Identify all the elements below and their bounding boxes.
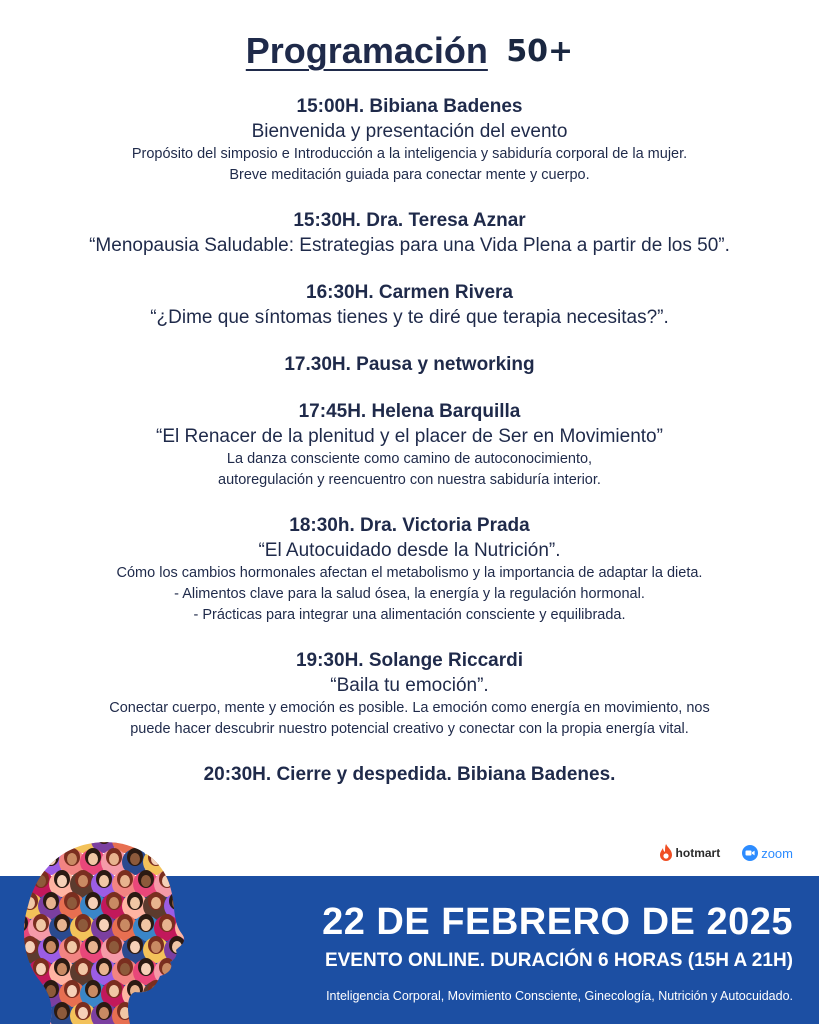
flame-icon	[659, 844, 673, 862]
session-time-speaker: 15:00H. Bibiana Badenes	[296, 96, 523, 117]
session-time-speaker: 17:45H. Helena Barquilla	[298, 401, 521, 422]
session-talk-title: “Menopausia Saludable: Estrategias para una Vida Plena a partir de los 50”.	[89, 235, 730, 256]
session-description-line: autoregulación y reencuentro con nuestra sabiduría interior.	[218, 472, 601, 488]
event-topics: Inteligencia Corporal, Movimiento Consciente, Ginecología, Nutrición y Autocuidado.	[326, 989, 793, 1003]
session-item	[0, 94, 819, 186]
session-item	[0, 280, 819, 330]
zoom-logo	[742, 845, 793, 861]
session-time-speaker: 20:30H. Cierre y despedida. Bibiana Badenes.	[203, 764, 616, 785]
page-title: Programación	[245, 30, 488, 71]
event-info: EVENTO ONLINE. DURACIÓN 6 HORAS (15H A 21H)	[324, 950, 793, 971]
hotmart-logo	[659, 844, 721, 862]
program-list	[0, 94, 819, 809]
session-talk-title: “¿Dime que síntomas tienes y te diré que terapia necesitas?”.	[150, 307, 669, 328]
event-details	[322, 876, 793, 1005]
session-talk-title: Bienvenida y presentación del evento	[251, 121, 568, 142]
hotmart-label: hotmart	[675, 846, 721, 860]
session-item	[0, 399, 819, 491]
zoom-label: zoom	[761, 845, 793, 861]
session-talk-title: “El Renacer de la plenitud y el placer de Ser en Movimiento”	[156, 426, 663, 447]
session-time-speaker: 15:30H. Dra. Teresa Aznar	[293, 210, 526, 231]
age-badge: 50+	[506, 33, 574, 69]
session-item	[0, 648, 819, 740]
partner-logos	[659, 844, 793, 862]
session-talk-title: “Baila tu emoción”.	[330, 675, 489, 696]
header	[0, 30, 819, 72]
session-description-line: - Alimentos clave para la salud ósea, la energía y la regulación hormonal.	[174, 586, 645, 602]
session-talk-title: “El Autocuidado desde la Nutrición”.	[258, 540, 561, 561]
session-item	[0, 352, 819, 377]
session-description-line: Propósito del simposio e Introducción a la inteligencia y sabiduría corporal de la mujer.	[131, 146, 688, 162]
session-item	[0, 208, 819, 258]
session-description-line: Conectar cuerpo, mente y emoción es posible. La emoción como energía en movimiento, nos	[109, 700, 710, 716]
session-time-speaker: 18:30h. Dra. Victoria Prada	[289, 515, 530, 536]
video-camera-icon	[742, 845, 758, 861]
session-description-line: - Prácticas para integrar una alimentación consciente y equilibrada.	[193, 607, 626, 623]
event-date: 22 DE FEBRERO DE 2025	[322, 901, 793, 943]
session-time-speaker: 17.30H. Pausa y networking	[284, 354, 535, 375]
session-item	[0, 762, 819, 787]
session-description-line: La danza consciente como camino de autoconocimiento,	[226, 451, 593, 467]
session-description-line: Cómo los cambios hormonales afectan el metabolismo y la importancia de adaptar la dieta.	[116, 565, 703, 581]
women-collage-illustration	[10, 826, 210, 1024]
session-time-speaker: 16:30H. Carmen Rivera	[306, 282, 513, 303]
session-description-line: puede hacer descubrir nuestro potencial creativo y conectar con la propia energía vital.	[130, 721, 689, 737]
session-time-speaker: 19:30H. Solange Riccardi	[295, 650, 524, 671]
session-description-line: Breve meditación guiada para conectar mente y cuerpo.	[229, 167, 590, 183]
session-item	[0, 513, 819, 626]
